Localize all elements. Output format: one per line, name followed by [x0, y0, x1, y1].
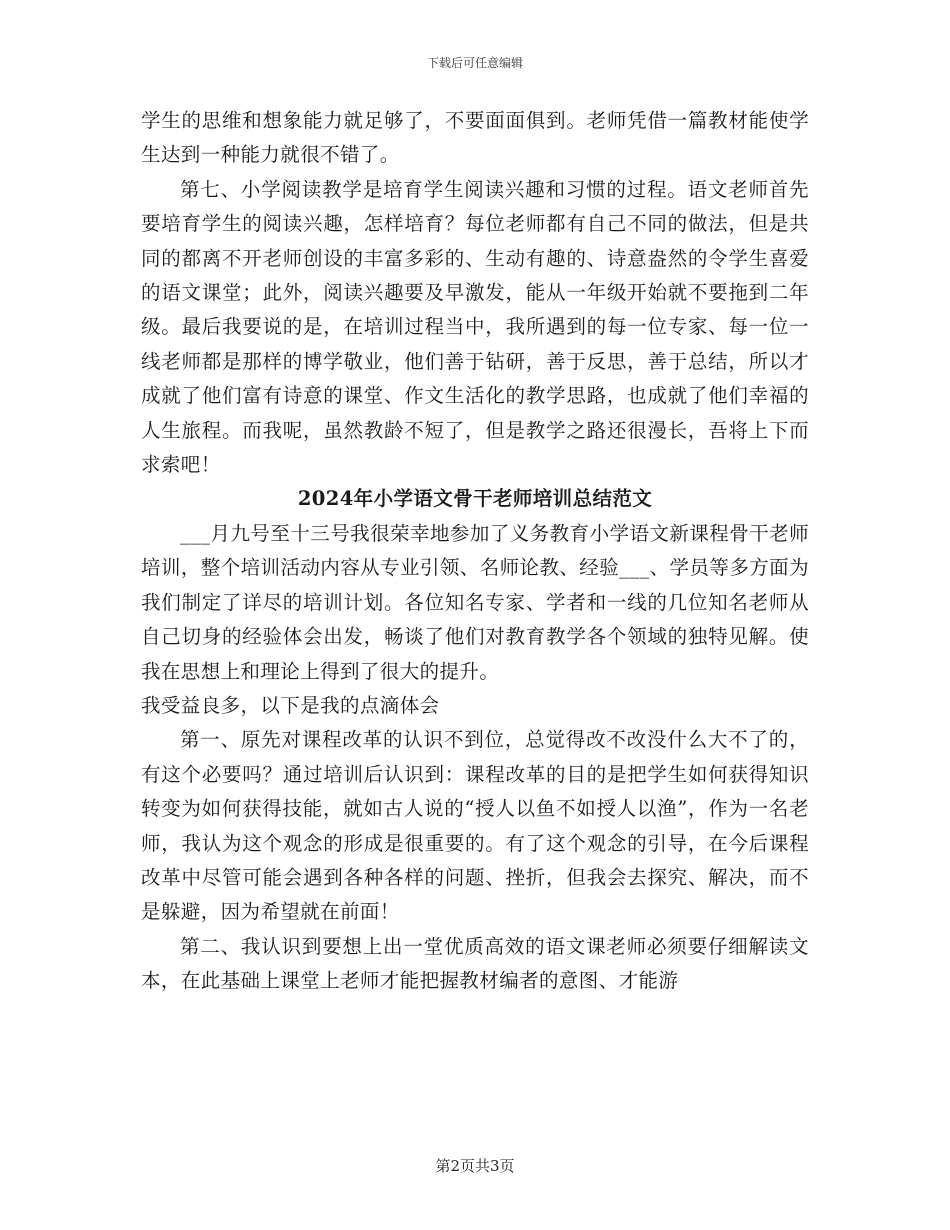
paragraph-second-point: 第二、我认识到要想上出一堂优质高效的语文课老师必须要仔细解读文本，在此基础上课堂上老师才能把握教材编者的意图、才能游 — [141, 934, 809, 993]
paragraph-continuation: 学生的思维和想象能力就足够了，不要面面俱到。老师凭借一篇教材能使学生达到一种能力就很不错了。 — [141, 109, 809, 167]
paragraph-takeaways-lead: 我受益良多，以下是我的点滴体会 — [141, 693, 440, 717]
paragraph-seventh-point: 第七、小学阅读教学是培育学生阅读兴趣和习惯的过程。语文老师首先要培育学生的阅读兴趣，怎样培育？每位老师都有自己不同的做法，但是共同的都离不开老师创设的丰富多彩的、生动有趣的、诗意盎然的令学生喜爱的语文课堂；此外，阅读兴趣要及早激发，能从一年级开始就不要拖到二年级。最后我要说的是，在培训过程当中，我所遇到的每一位专家、每一位一线老师都是那样的博学敬业，他们善于钻研，善于反思，善于总结，所以才成就了他们富有诗意的课堂、作文生活化的教学思路，也成就了他们幸福的人生旅程。而我呢，虽然教龄不短了，但是教学之路还很漫长，吾将上下而求索吧！ — [141, 177, 809, 477]
paragraph-intro: ___月九号至十三号我很荣幸地参加了义务教育小学语文新课程骨干老师培训，整个培训活动内容从专业引领、名师论教、经验___、学员等多方面为我们制定了详尽的培训计划。各位知名专家、学者和一线的几位知名老师从自己切身的经验体会出发，畅谈了他们对教育教学各个领域的独特见解。使我在思想上和理论上得到了很大的提升。 — [141, 521, 809, 683]
document-body — [141, 104, 809, 999]
section-title: 2024年小学语文骨干老师培训总结范文 — [297, 487, 653, 511]
page-number: 第2页共3页 — [435, 1157, 515, 1175]
header-note: 下载后可任意编辑 — [426, 56, 523, 70]
paragraph-first-point: 第一、原先对课程改革的认识不到位，总觉得改不改没什么大不了的，有这个必要吗？通过培训后认识到：课程改革的目的是把学生如何获得知识转变为如何获得技能，就如古人说的“授人以鱼不如授人以渔”，作为一名老师，我认为这个观念的形成是很重要的。有了这个观念的引导，在今后课程改革中尽管可能会遇到各种各样的问题、挫折，但我会去探究、解决，而不是躲避，因为希望就在前面！ — [141, 728, 809, 924]
